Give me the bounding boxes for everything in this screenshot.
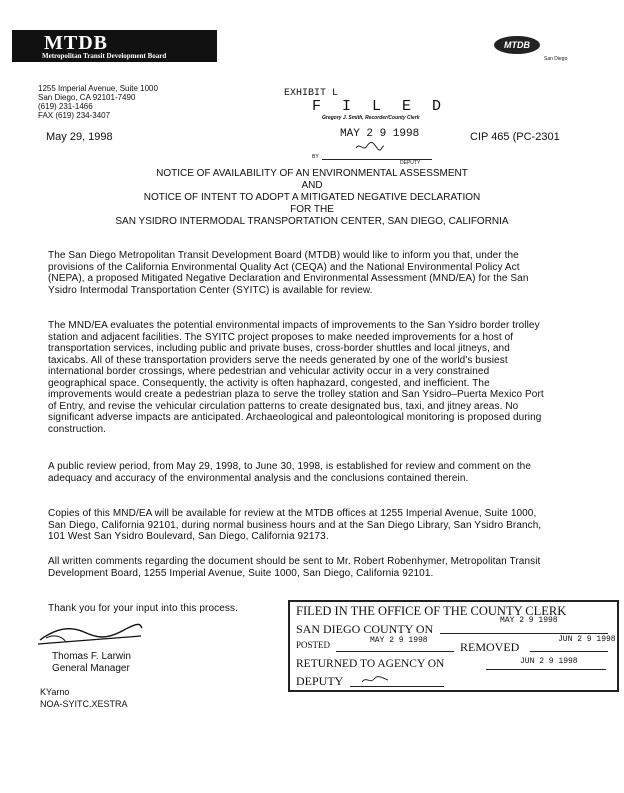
title-line: FOR THE	[290, 204, 334, 215]
address-line: (619) 231-1466	[38, 102, 93, 111]
title-line: AND	[301, 180, 323, 191]
paragraph-comments: All written comments regarding the document should be sent to Mr. Robert Robenhymer, Metropolitan Transit Development Board, 1255 Imperial Avenue, Suite 1000, San Diego, California 92101.	[48, 556, 541, 579]
filed-stamp-word: F I L E D	[312, 98, 448, 115]
filed-stamp-deputy: DEPUTY	[400, 160, 421, 166]
signer-name: Thomas F. Larwin	[52, 651, 131, 662]
signature-icon	[36, 618, 146, 648]
clerk-date-county: MAY 2 9 1998	[500, 616, 558, 625]
clerk-underline	[336, 651, 454, 652]
signer-title: General Manager	[52, 663, 130, 674]
document-date: May 29, 1998	[46, 131, 113, 143]
clerk-line-county: SAN DIEGO COUNTY ON	[296, 622, 434, 636]
right-logo-tag: San Diego	[544, 56, 568, 62]
notice-title	[0, 168, 624, 228]
logo-name: Metropolitan Transit Development Board	[42, 52, 167, 60]
paragraph-review-period: A public review period, from May 29, 1998, to June 30, 1998, is established for review and comment on the adequacy and accuracy of the environmental analysis and the conclusions contained therein.	[48, 461, 531, 484]
clerk-returned-date: JUN 2 9 1998	[520, 657, 578, 666]
clerk-removed-label: REMOVED	[460, 640, 520, 654]
paragraph-copies: Copies of this MND/EA will be available for review at the MTDB offices at 1255 Imperial Avenue, Suite 1000, San Diego, California 92101, during normal business hours and at the San Diego Library, San Ysidro Branch, 101 West San Ysidro Boulevard, San Diego, California 92173.	[48, 508, 542, 542]
address-line: San Diego, CA 92101-7490	[38, 93, 136, 102]
mtdb-logo	[12, 30, 217, 62]
clerk-underline	[530, 651, 608, 652]
paragraph-intro: The San Diego Metropolitan Transit Development Board (MTDB) would like to inform you that, under the provisions of the California Environmental Quality Act (CEQA) and the National Environmental Policy Act (NEPA), a proposed Mitigated Negative Declaration and Environmental Assessment (MND/EA) for the San Ysidro Intermodal Transportation Center (SYITC) is available for review.	[48, 250, 529, 296]
clerk-underline	[440, 633, 608, 634]
right-logo: MTDB	[494, 36, 540, 54]
cip-reference: CIP 465 (PC-2301	[470, 131, 560, 143]
clerk-line-filed: FILED IN THE OFFICE OF THE COUNTY CLERK	[296, 604, 567, 618]
signature-scribble-icon	[355, 140, 385, 152]
title-line: SAN YSIDRO INTERMODAL TRANSPORTATION CENTER, SAN DIEGO, CALIFORNIA	[115, 216, 509, 227]
address-line: 1255 Imperial Avenue, Suite 1000	[38, 84, 158, 93]
title-line: NOTICE OF AVAILABILITY OF AN ENVIRONMENTAL ASSESSMENT	[156, 168, 468, 179]
typist-initials: KYarno	[40, 687, 70, 697]
file-reference: NOA-SYITC.XESTRA	[40, 699, 128, 709]
logo-abbrev: MTDB	[44, 32, 108, 54]
deputy-initials-icon	[360, 674, 390, 686]
address-block	[38, 84, 158, 120]
clerk-removed-date: JUN 2 9 1998	[558, 635, 616, 644]
filed-stamp-by: BY	[312, 154, 319, 160]
clerk-line-returned: RETURNED TO AGENCY ON	[296, 658, 445, 670]
paragraph-evaluation: The MND/EA evaluates the potential environmental impacts of improvements to the San Ysidro border trolley station and adjacent facilities. The SYITC project proposes to make needed improvements for a host of transportation services, including public and private buses, cross-border shuttles and local jitneys, and taxicabs. All of these transportation providers serve the needs generated by one of the world's busiest international border crossings, where pedestrian and vehicular activity occur in a very constrained geographical space. Consequently, the activity is often haphazard, congested, and inefficient. The improvements would create a pedestrian plaza to serve the trolley station and San Ysidro–Puerta Mexico Port of Entry, and revise the vehicular circulation patterns to create designated bus, taxi, and jitney areas. No significant adverse impacts are anticipated. Archaeological and paleontological monitoring is proposed during construction.	[48, 320, 544, 435]
clerk-underline	[350, 686, 444, 687]
clerk-underline	[486, 669, 606, 670]
paragraph-thanks: Thank you for your input into this process.	[48, 603, 238, 614]
clerk-posted-label: POSTED	[296, 640, 331, 650]
filed-stamp-clerk: Gregory J. Smith, Recorder/County Clerk	[322, 115, 420, 121]
filed-stamp-date: MAY 2 9 1998	[340, 128, 420, 140]
exhibit-label: EXHIBIT L	[284, 88, 339, 99]
clerk-line-deputy: DEPUTY	[296, 674, 344, 688]
title-line: NOTICE OF INTENT TO ADOPT A MITIGATED NEGATIVE DECLARATION	[143, 192, 481, 203]
address-line: FAX (619) 234-3407	[38, 111, 111, 120]
county-clerk-stamp	[288, 600, 619, 692]
clerk-posted-date: MAY 2 9 1998	[370, 636, 428, 645]
